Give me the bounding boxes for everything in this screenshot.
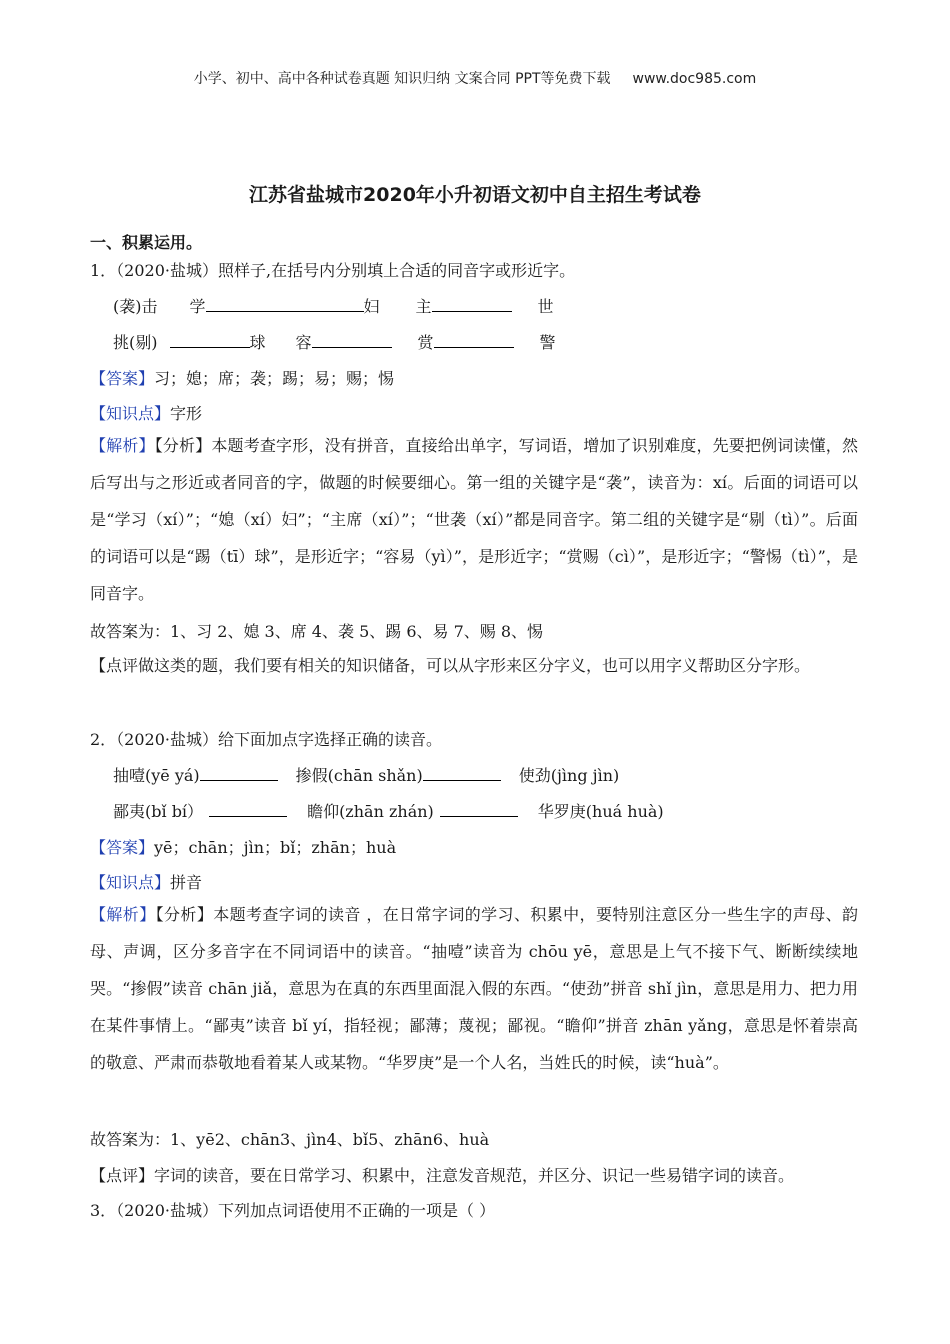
answer-blank[interactable]	[209, 801, 287, 817]
knowledge-point-text: 拼音	[170, 873, 203, 892]
pinyin-item: 掺假(chān shǎn)	[295, 766, 423, 785]
question-1-final-answer: 故答案为：1、习 2、媳 3、席 4、袭 5、踢 6、易 7、赐 8、惕	[90, 622, 544, 641]
answer-text: yē；chān；jìn；bǐ；zhān；huà	[154, 838, 397, 857]
knowledge-point-tag: 【知识点】	[90, 404, 171, 423]
pinyin-item: 抽噎(yē yá)	[113, 766, 200, 785]
header-text: 小学、初中、高中各种试卷真题 知识归纳 文案合同 PPT等免费下载	[193, 71, 611, 87]
knowledge-point-text: 字形	[170, 404, 203, 423]
analysis-tag: 【解析】	[90, 436, 155, 455]
example-word: 挑(剔)	[113, 333, 158, 352]
question-2-answer	[90, 835, 396, 858]
answer-blank[interactable]	[312, 332, 392, 348]
answer-blank[interactable]	[170, 332, 250, 348]
answer-blank[interactable]	[200, 765, 278, 781]
page-title: 江苏省盐城市2020年小升初语文初中自主招生考试卷	[249, 184, 701, 206]
answer-blank[interactable]	[440, 801, 518, 817]
fill-char: 主	[415, 297, 432, 316]
pinyin-item: 使劲(jìng jìn)	[518, 766, 620, 785]
pinyin-item: 瞻仰(zhān zhán)	[307, 802, 434, 821]
question-1-knowledge-point	[90, 401, 202, 424]
question-2-row-1	[113, 763, 619, 786]
question-1-row-2	[113, 330, 556, 353]
question-1-answer	[90, 366, 394, 389]
pinyin-item: 鄙夷(bǐ bí）	[113, 802, 204, 821]
question-2-analysis	[90, 896, 858, 1081]
question-3-stem: 3．（2020·盐城）下列加点词语使用不正确的一项是（ ）	[90, 1201, 496, 1220]
section-heading: 一、积累运用。	[90, 233, 203, 252]
analysis-text: 【分析】本题考查字词的读音 ，在日常字词的学习、积累中，要特别注意区分一些生字的声母、韵母、声调，区分多音字在不同词语中的读音。“抽噎”读音为 chōu yē，意思是上气不接下气、断断续续地哭。“掺假”读音 chān jiǎ，意思为在真的东西里面混入假的东西。“使劲”拼音 shǐ jìn，意思是用力、把力用在某件事情上。“鄙夷”读音 bǐ yí，指轻视；鄙薄；蔑视；鄙视。“瞻仰”拼音 zhān yǎng，意思是怀着崇高的敬意、严肃而恭敬地看着某人或某物。“华罗庚”是一个人名，当姓氏的时候，读“huà”。	[90, 905, 858, 1072]
answer-text: 习；媳；席；袭；踢；易；赐；惕	[154, 369, 395, 388]
answer-blank[interactable]	[206, 296, 364, 312]
pinyin-item: 华罗庚(huá huà)	[537, 802, 664, 821]
answer-blank[interactable]	[432, 296, 512, 312]
example-word: (袭)击	[113, 297, 158, 316]
question-2-stem: 2．（2020·盐城）给下面加点字选择正确的读音。	[90, 730, 442, 749]
fill-char: 妇	[363, 297, 380, 316]
question-2-comment	[90, 1163, 794, 1186]
fill-char: 赏	[417, 333, 434, 352]
analysis-tag: 【解析】	[90, 905, 156, 924]
question-1-row-1	[113, 294, 554, 317]
fill-char: 学	[189, 297, 206, 316]
header-site-link[interactable]: www.doc985.com	[632, 71, 757, 87]
question-1-stem: 1．（2020·盐城）照样子,在括号内分别填上合适的同音字或形近字。	[90, 261, 576, 280]
question-2-knowledge-point	[90, 870, 202, 893]
question-2-row-2	[113, 799, 664, 822]
page-header	[0, 68, 950, 88]
fill-char: 球	[249, 333, 266, 352]
analysis-text: 【分析】本题考查字形，没有拼音，直接给出单字，写词语，增加了识别难度，先要把例词读懂，然后写出与之形近或者同音的字，做题的时候要细心。第一组的关键字是“袭”，读音为：xí。后面的词语可以是“学习（xí）”；“媳（xí）妇”；“主席（xí）”；“世袭（xí）”都是同音字。第二组的关键字是“剔（tì）”。后面的词语可以是“踢（tī）球”，是形近字；“容易（yì）”，是形近字；“赏赐（cì）”，是形近字；“警惕（tì）”，是同音字。	[90, 436, 858, 603]
answer-blank[interactable]	[423, 765, 501, 781]
answer-blank[interactable]	[434, 332, 514, 348]
answer-tag: 【答案】	[90, 838, 155, 857]
comment-tag: 【点评】	[90, 1166, 155, 1185]
knowledge-point-tag: 【知识点】	[90, 873, 171, 892]
question-2-final-answer: 故答案为：1、yē2、chān3、jìn4、bǐ5、zhān6、huà	[90, 1130, 490, 1149]
question-1-comment: 【点评做这类的题，我们要有相关的知识储备，可以从字形来区分字义，也可以用字义帮助区分字形。	[90, 656, 811, 675]
question-1-analysis	[90, 427, 858, 612]
fill-char: 容	[295, 333, 312, 352]
fill-char: 世	[537, 297, 554, 316]
comment-text: 字词的读音，要在日常学习、积累中，注意发音规范，并区分、识记一些易错字词的读音。	[154, 1166, 795, 1185]
answer-tag: 【答案】	[90, 369, 155, 388]
fill-char: 警	[539, 333, 556, 352]
